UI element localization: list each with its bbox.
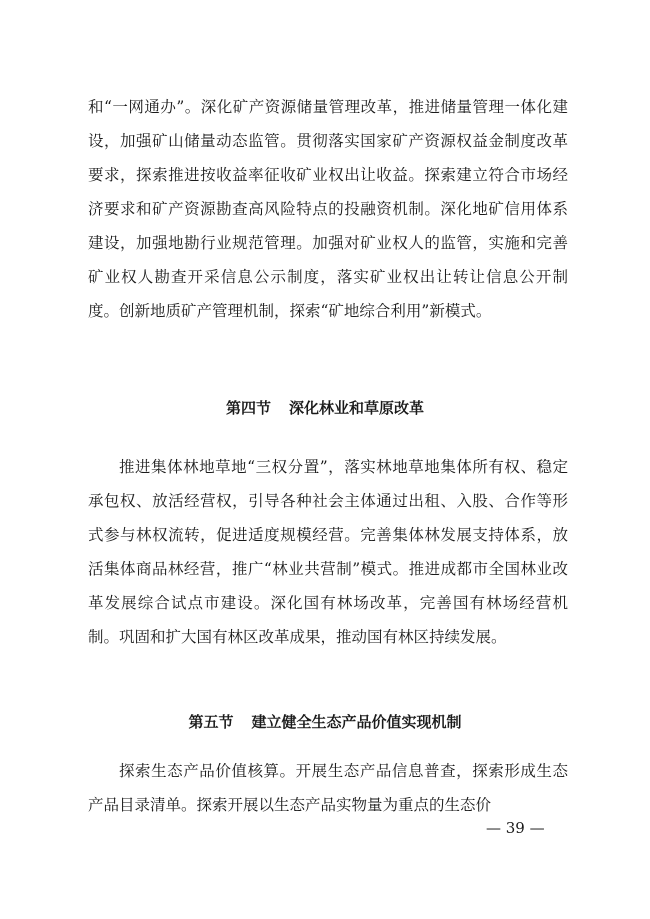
section-number: 第四节 — [225, 399, 271, 417]
body-paragraph-ecological-value: 探索生态产品价值核算。开展生态产品信息普查，探索形成生态产品目录清单。探索开展以生态产品实物量为重点的生态价 — [88, 762, 568, 814]
page-number: — 39 — — [486, 819, 545, 837]
body-paragraph-forestry-reform: 推进集体林地草地“三权分置”，落实林地草地集体所有权、稳定承包权、放活经营权，引导各种社会主体通过出租、入股、合作等形式参与林权流转，促进适度规模经营。完善集体林发展支持体系，放活集体商品林经营，推广“林业共营制”模式。推进成都市全国林业改革发展综合试点市建设。深化国有林场改革，完善国有林场经营机制。巩固和扩大国有林区改革成果，推动国有林区持续发展。 — [88, 458, 568, 646]
section-number: 第五节 — [188, 713, 234, 731]
body-paragraph-mineral-resources: 和“一网通办”。深化矿产资源储量管理改革，推进储量管理一体化建设，加强矿山储量动态监管。贯彻落实国家矿产资源权益金制度改革要求，探索推进按收益率征收矿业权出让收益。探索建立符合市场经济要求和矿产资源勘查高风险特点的投融资机制。深化地矿信用体系建设，加强地勘行业规范管理。加强对矿业权人的监管，实施和完善矿业权人勘查开采信息公示制度，落实矿业权出让转让信息公开制度。创新地质矿产管理机制，探索“矿地综合利用”新模式。 — [88, 98, 568, 320]
section-title: 深化林业和草原改革 — [289, 399, 425, 417]
section-heading-4 — [0, 397, 650, 419]
section-heading-5 — [0, 711, 650, 733]
section-title: 建立健全生态产品价值实现机制 — [251, 713, 462, 731]
